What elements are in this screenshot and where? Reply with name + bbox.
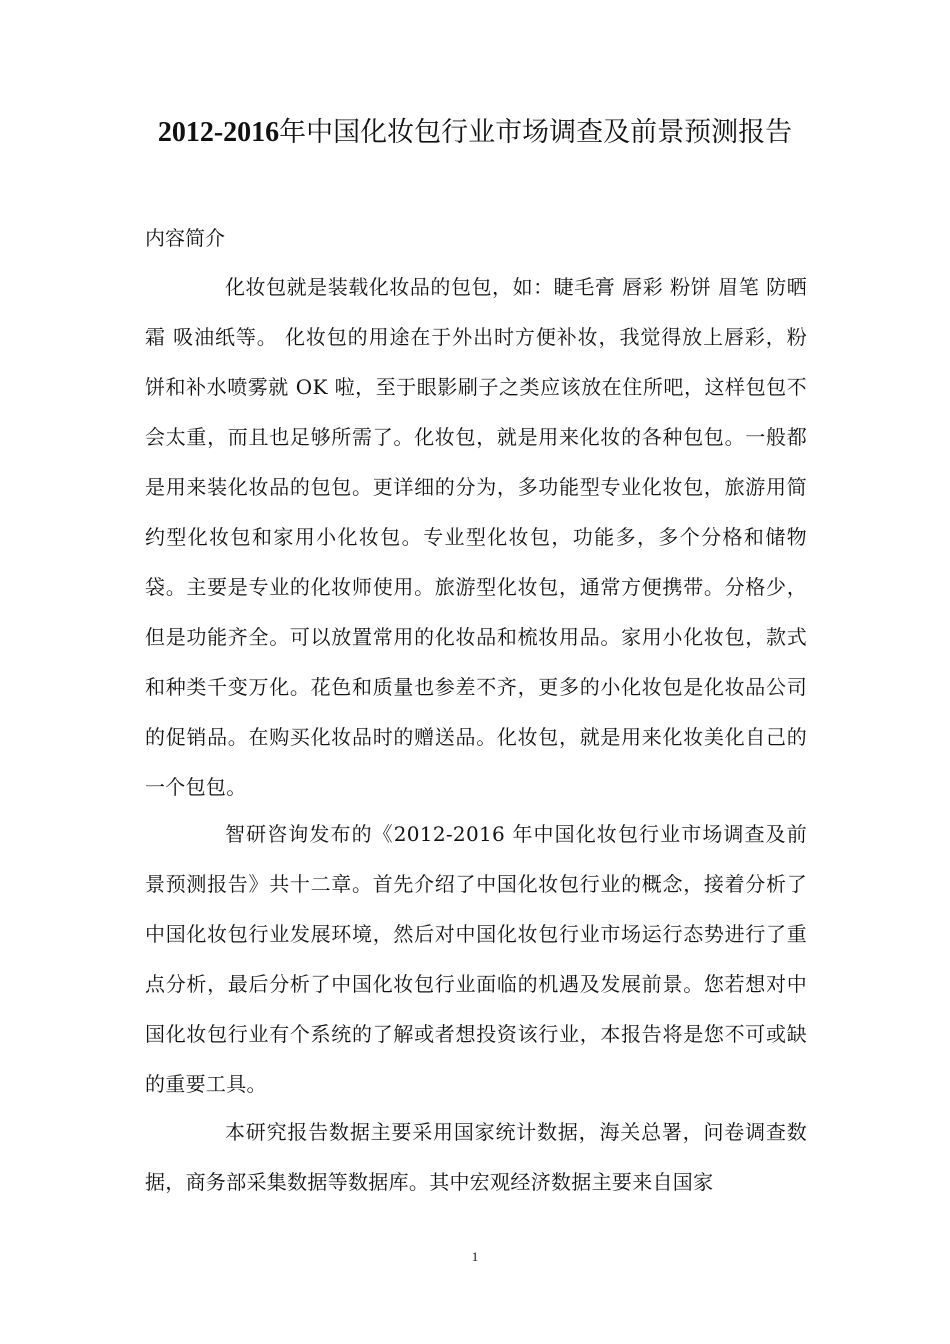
paragraph-report-summary: 智研咨询发布的《2012-2016 年中国化妆包行业市场调查及前景预测报告》共十二章。首先介绍了中国化妆包行业的概念，接着分析了中国化妆包行业发展环境，然后对中国化妆包行业市场运行态势进行了重点分析，最后分析了中国化妆包行业面临的机遇及发展前景。您若想对中国化妆包行业有个系统的了解或者想投资该行业，本报告将是您不可或缺的重要工具。 [145,822,807,1096]
title-text: 年中国化妆包行业市场调查及前景预测报告 [279,117,793,148]
title-year: 2012-2016 [157,117,280,148]
paragraph-intro: 化妆包就是装载化妆品的包包，如：睫毛膏 唇彩 粉饼 眉笔 防晒霜 吸油纸等。 化妆包的用途在于外出时方便补妆，我觉得放上唇彩，粉饼和补水喷雾就 OK 啦，至于眼影刷子之类应该放在住所吧，这样包包不会太重，而且也足够所需了。化妆包，就是用来化妆的各种包包。一般都是用来装化妆品的包包。更详细的分为，多功能型专业化妆包，旅游用简约型化妆包和家用小化妆包。专业型化妆包，功能多，多个分格和储物袋。主要是专业的化妆师使用。旅游型化妆包，通常方便携带。分格少，但是功能齐全。可以放置常用的化妆品和梳妆用品。家用小化妆包，款式和种类千变万化。花色和质量也参差不齐，更多的小化妆包是化妆品公司的促销品。在购买化妆品时的赠送品。化妆包，就是用来化妆美化自己的一个包包。 [145,275,807,799]
paragraph-data-sources: 本研究报告数据主要采用国家统计数据，海关总署，问卷调查数据，商务部采集数据等数据库。其中宏观经济数据主要来自国家 [145,1120,807,1194]
section-heading: 内容简介 [145,226,225,250]
page-number: 1 [471,1249,479,1264]
document-title [130,106,820,159]
